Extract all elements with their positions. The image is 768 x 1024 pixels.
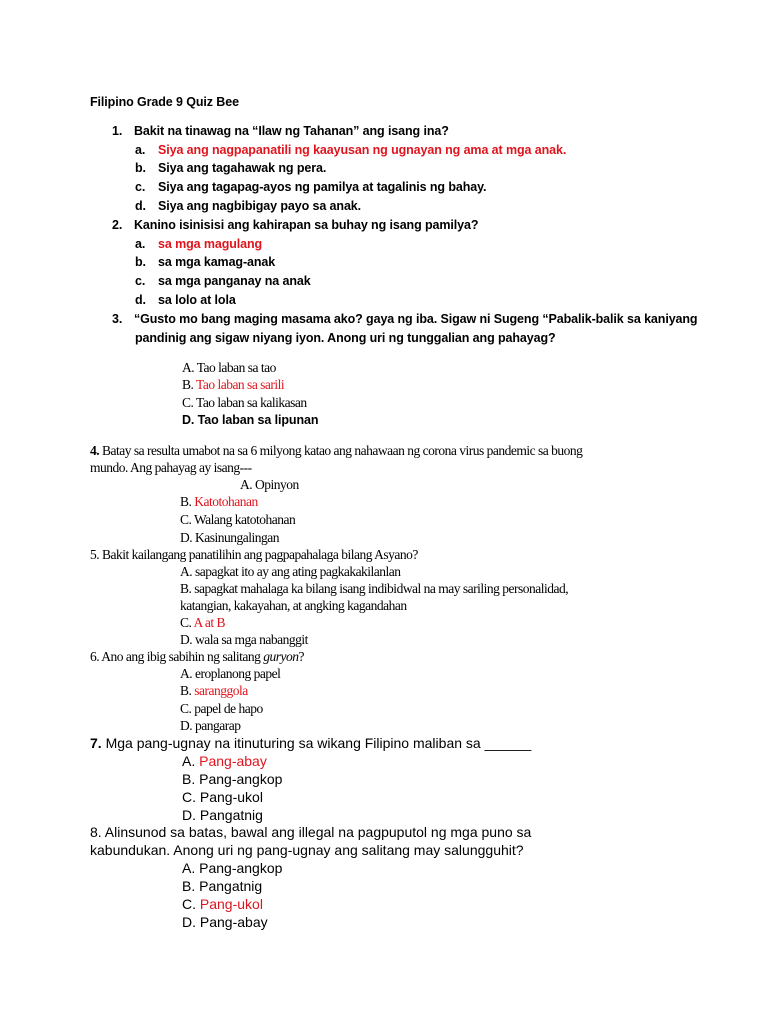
question-8: 8. Alinsunod sa batas, bawal ang illegal na pagpuputol ng mga puno sa <box>90 824 532 840</box>
choice-1b: b. Siya ang tagahawak ng pera. <box>135 161 327 175</box>
question-number: 2. <box>112 218 123 232</box>
choice-1d: d. Siya ang nagbibigay payo sa anak. <box>135 199 362 213</box>
choice-3c: C. Tao laban sa kalikasan <box>182 395 307 410</box>
choice-5a: A. sapagkat ito ay ang ating pagkakakilanlan <box>180 564 401 579</box>
choice-text: Siya ang tagapag-ayos ng pamilya at tagalinis ng bahay. <box>158 180 487 194</box>
choice-text: Siya ang nagpapanatili ng kaayusan ng ugnayan ng ama at mga anak. <box>158 143 567 157</box>
choice-1c: c. Siya ang tagapag-ayos ng pamilya at tagalinis ng bahay. <box>135 180 487 194</box>
question-4 <box>90 443 582 459</box>
choice-2a: a. sa mga magulang <box>135 237 263 251</box>
question-2 <box>112 218 478 232</box>
choice-text: Siya ang tagahawak ng pera. <box>158 161 327 175</box>
choice-text: Pang-ukol <box>199 896 263 912</box>
choice-7c: C. Pang-ukol <box>182 789 263 805</box>
choice-3d: D. Tao laban sa lipunan <box>182 413 319 427</box>
choice-text: sa mga panganay na anak <box>158 274 311 288</box>
italic-term: guryon <box>263 649 299 664</box>
question-number: 1. <box>112 124 123 138</box>
choice-6a: A. eroplanong papel <box>180 666 281 681</box>
choice-4a: A. Opinyon <box>240 477 299 492</box>
question-text: Batay sa resulta umabot na sa 6 milyong katao ang nahawaan ng corona virus pandemic sa buong <box>102 443 583 458</box>
choice-4b: B. Katotohanan <box>180 494 258 509</box>
question-number: 3. <box>112 312 123 326</box>
choice-6c: C. papel de hapo <box>180 701 263 716</box>
choice-text: Pang-abay <box>199 753 267 769</box>
choice-text: Siya ang nagbibigay payo sa anak. <box>158 199 362 213</box>
choice-8a: A. Pang-angkop <box>182 860 283 876</box>
choice-6d: D. pangarap <box>180 718 241 733</box>
choice-6b: B. saranggola <box>180 683 248 698</box>
choice-2d: d. sa lolo at lola <box>135 293 236 307</box>
question-text: Mga pang-ugnay na itinuturing sa wikang Filipino maliban sa ______ <box>101 735 532 751</box>
choice-7a: A. Pang-abay <box>182 753 267 769</box>
question-4-line-2: mundo. Ang pahayag ay isang--- <box>90 460 252 475</box>
question-5: 5. Bakit kailangang panatilihin ang pagpapahalaga bilang Asyano? <box>90 547 418 562</box>
choice-7d: D. Pangatnig <box>182 807 263 823</box>
choice-text: sa lolo at lola <box>158 293 236 307</box>
choice-3b: B. Tao laban sa sarili <box>182 377 285 392</box>
choice-text: A at B <box>193 615 226 630</box>
choice-4c: C. Walang katotohanan <box>180 512 296 527</box>
choice-text: Katotohanan <box>194 494 258 509</box>
choice-8c: C. Pang-ukol <box>182 896 263 912</box>
choice-text: sa mga kamag-anak <box>158 255 276 269</box>
question-number: 4. <box>90 443 100 458</box>
question-text: “Gusto mo bang maging masama ako? gaya ng iba. Sigaw ni Sugeng “Pabalik-balik sa kaniyang <box>134 312 698 326</box>
choice-text: saranggola <box>194 683 248 698</box>
question-7 <box>90 735 531 751</box>
choice-5b-continued: katangian, kakayahan, at angking kagandahan <box>180 598 407 613</box>
question-3 <box>112 312 697 326</box>
choice-4d: D. Kasinungalingan <box>180 530 279 545</box>
question-6: 6. Ano ang ibig sabihin ng salitang guryon? <box>90 649 304 664</box>
question-number: 7. <box>90 735 102 751</box>
choice-5d: D. wala sa mga nabanggit <box>180 632 308 647</box>
document-title: Filipino Grade 9 Quiz Bee <box>90 95 239 109</box>
choice-2c: c. sa mga panganay na anak <box>135 274 311 288</box>
question-1 <box>112 124 449 138</box>
choice-text: Tao laban sa sarili <box>196 377 285 392</box>
question-text: Kanino isinisisi ang kahirapan sa buhay ng isang pamilya? <box>134 218 479 232</box>
choice-8b: B. Pangatnig <box>182 878 263 894</box>
choice-3a: A. Tao laban sa tao <box>182 360 276 375</box>
question-8-line-2: kabundukan. Anong uri ng pang-ugnay ang salitang may salungguhit? <box>90 842 524 858</box>
choice-7b: B. Pang-angkop <box>182 771 283 787</box>
choice-8d: D. Pang-abay <box>182 914 268 930</box>
choice-text: sa mga magulang <box>158 237 263 251</box>
choice-1a: a. Siya ang nagpapanatili ng kaayusan ng ugnayan ng ama at mga anak. <box>135 143 567 157</box>
choice-5b: B. sapagkat mahalaga ka bilang isang indibidwal na may sariling personalidad, <box>180 581 569 596</box>
question-3-line-2: pandinig ang sigaw niyang iyon. Anong uri ng tunggalian ang pahayag? <box>135 331 556 345</box>
question-text: Bakit na tinawag na “Ilaw ng Tahanan” ang isang ina? <box>134 124 449 138</box>
choice-5c: C. A at B <box>180 615 226 630</box>
choice-2b: b. sa mga kamag-anak <box>135 255 276 269</box>
